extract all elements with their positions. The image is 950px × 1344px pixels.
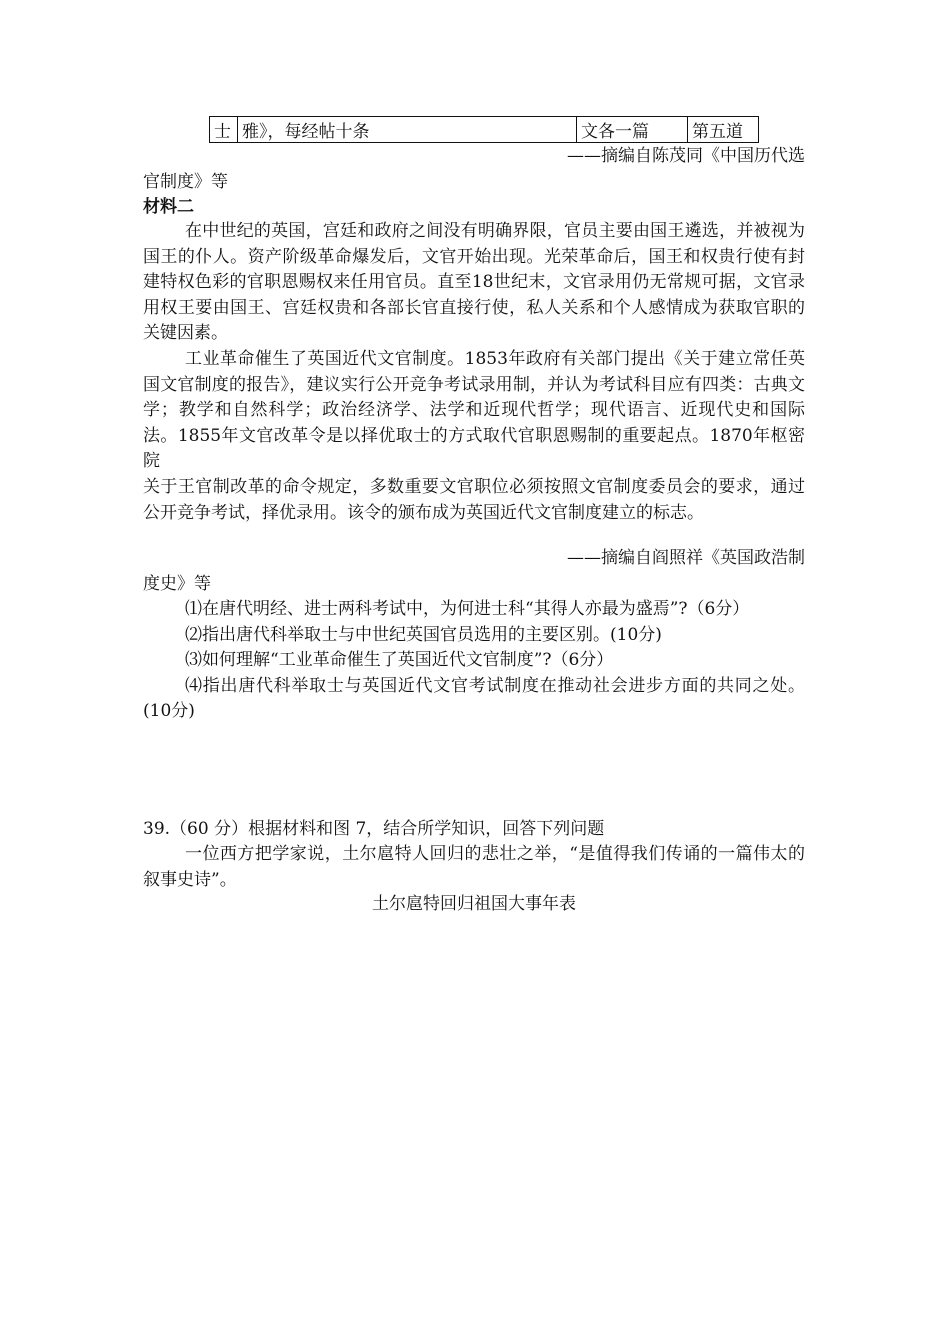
table-cell: 雅》，每经帖十条 <box>238 117 577 143</box>
paragraph: 关于王官制改革的命令规定，多数重要文官职位必须按照文官制度委员会的要求，通过公开竞争考试，择优录用。该令的颁布成为英国近代文官制度建立的标志。 <box>143 476 805 523</box>
question-39-text <box>143 842 805 893</box>
question-39-title: 39.（60 分）根据材料和图 7，结合所学知识，回答下列问题 <box>143 819 605 839</box>
paragraph: 一位西方把学家说，土尔扈特人回归的悲壮之举，“是值得我们传诵的一篇伟太的叙事史诗”。 <box>143 844 805 890</box>
table-cell: 士 <box>210 117 238 143</box>
table-cell: 文各一篇 <box>577 117 688 143</box>
paragraph: 在中世纪的英国，宫廷和政府之间没有明确界限，官员主要由国王遴选，并被视为国王的仆人。资产阶级革命爆发后，文官开始出现。光荣革命后，国王和权贵行使有封建特权色彩的官职恩赐权来任用官员。直至18世纪末，文官录用仍无常规可据，文官录用权王要由国王、宫廷权贵和各部长官直接行使，私人关系和个人感情成为获取官职的关键因素。 <box>143 221 805 344</box>
exam-subjects-table <box>209 116 759 143</box>
material-2-heading: 材料二 <box>143 197 194 217</box>
timeline-caption: 土尔扈特回归祖国大事年表 <box>372 894 576 914</box>
paragraph: 工业革命催生了英国近代文官制度。1853年政府有关部门提出《关于建立常任英国文官制度的报告》，建议实行公开竞争考试录用制，并认为考试科目应有四类：古典文学；教学和自然科学；政治经济学、法学和近现代哲学；现代语言、近现代史和国际法。1855年文官改革令是以择优取士的方式取代官职恩赐制的重要起点。1870年枢密院 <box>143 348 805 472</box>
table-cell: 第五道 <box>688 117 759 143</box>
source-citation-1: ——摘编自陈茂同《中国历代选 <box>567 146 805 166</box>
table-row <box>210 117 759 143</box>
source-citation-2-cont: 度史》等 <box>143 574 211 594</box>
source-citation-1-cont: 官制度》等 <box>143 172 228 192</box>
question-list <box>143 597 805 725</box>
question-2: ⑵指出唐代科举取士与中世纪英国官员选用的主要区别。(10分) <box>185 624 662 645</box>
question-4: ⑷指出唐代科举取士与英国近代文官考试制度在推动社会进步方面的共同之处。(10分) <box>143 675 805 722</box>
question-1: ⑴在唐代明经、进士两科考试中，为何进士科“其得人亦最为盛焉”?（6分） <box>185 599 750 619</box>
source-citation-2: ——摘编自阎照祥《英国政浩制 <box>567 548 805 568</box>
material-2-body <box>143 219 805 526</box>
question-3: ⑶如何理解“工业革命催生了英国近代文官制度”?（6分） <box>185 650 614 671</box>
